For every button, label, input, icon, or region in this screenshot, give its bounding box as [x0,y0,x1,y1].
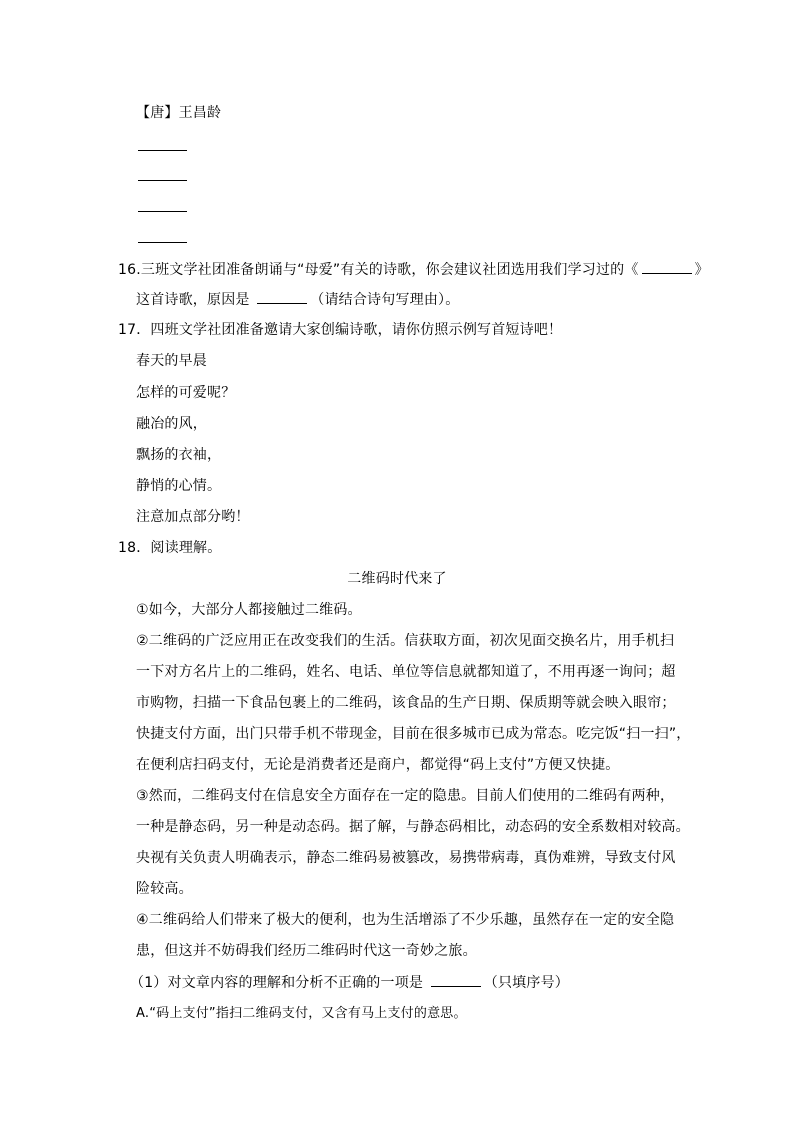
question-16-line-1 [118,259,709,280]
sub-question-1 [130,972,569,993]
reason-blank[interactable] [257,289,307,304]
sub1-text-2: （只填序号） [483,975,569,991]
article-paragraph-line: 一种是静态码，另一种是动态码。据了解，与静态码相比，动态码的安全系数相对较高。 [136,819,690,835]
answer-blank-sub1[interactable] [431,972,481,987]
article-paragraph-line: 险较高。 [136,881,193,897]
sub1-text-1: （1）对文章内容的理解和分析不正确的一项是 [130,975,428,991]
poem-line: 融冶的风， [136,416,207,432]
poem-author: 【唐】王昌龄 [136,105,222,121]
answer-blank-4[interactable] [138,242,187,243]
article-paragraph-line: ③然而，二维码支付在信息安全方面存在一定的隐患。目前人们使用的二维码有两种， [136,788,675,804]
q16-text-4: （请结合诗句写理由）。 [310,292,460,308]
q16-text-1: 16.三班文学社团准备朗诵与“母爱”有关的诗歌，你会建议社团选用我们学习过的《 [118,262,639,278]
poem-title-blank[interactable] [642,259,692,274]
article-paragraph-line: ②二维码的广泛应用正在改变我们的生活。信获取方面，初次见面交换名片，用手机扫 [136,633,675,649]
article-paragraph-line: 市购物，扫描一下食品包裹上的二维码，该食品的生产日期、保质期等就会映入眼帘； [136,695,676,711]
poem-line: 静悄的心情。 [136,478,222,494]
poem-line: 飘扬的衣袖， [136,447,222,463]
answer-blank-2[interactable] [138,180,187,181]
q16-text-3: 这首诗歌，原因是 [136,292,255,308]
article-paragraph-line: 患，但这并不妨碍我们经历二维码时代这一奇妙之旅。 [136,943,477,959]
article-paragraph-line: 一下对方名片上的二维码，姓名、电话、单位等信息就都知道了，不用再逐一询问；超 [136,664,676,680]
question-17-title: 17．四班文学社团准备邀请大家创编诗歌，请你仿照示例写首短诗吧！ [118,322,563,338]
article-paragraph-line: ①如今，大部分人都接触过二维码。 [136,602,362,618]
article-paragraph-line: 央视有关负责人明确表示，静态二维码易被篡改，易携带病毒，真伪难辨，导致支付风 [136,850,676,866]
answer-blank-1[interactable] [138,150,187,151]
q16-text-2: 》 [694,262,709,278]
article-paragraph-line: 快捷支付方面，出门只带手机不带现金，目前在很多城市已成为常态。吃完饭“扫一扫”， [136,726,691,742]
article-paragraph-line: 在便利店扫码支付，无论是消费者还是商户，都觉得“码上支付”方便又快捷。 [136,757,620,773]
article-title: 二维码时代来了 [347,571,447,587]
question-16-line-2 [136,289,459,310]
poem-note: 注意加点部分哟！ [136,509,250,525]
option-a: A.“码上支付”指扫二维码支付，又含有马上支付的意思。 [136,1006,467,1021]
article-paragraph-line: ④二维码给人们带来了极大的便利，也为生活增添了不少乐趣，虽然存在一定的安全隐 [136,912,675,928]
poem-line: 春天的早晨 [136,353,207,369]
answer-blank-3[interactable] [138,211,187,212]
question-18-title: 18．阅读理解。 [118,540,222,556]
poem-line: 怎样的可爱呢？ [136,385,236,401]
